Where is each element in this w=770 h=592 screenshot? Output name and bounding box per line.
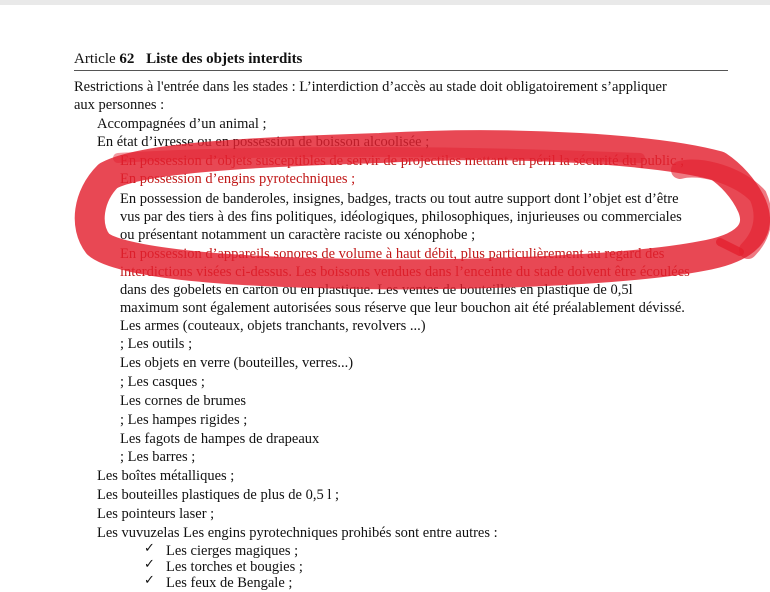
list-item: Les vuvuzelas Les engins pyrotechniques prohibés sont entre autres : bbox=[97, 525, 498, 541]
list-item: Les objets en verre (bouteilles, verres...) bbox=[120, 355, 354, 371]
list-item: ; Les barres ; bbox=[120, 449, 196, 465]
list-item: maximum sont également autorisées sous réserve que leur bouchon ait été préalablement dévissé. bbox=[120, 300, 685, 316]
list-item: ; Les hampes rigides ; bbox=[120, 412, 248, 428]
list-item: ; Les outils ; bbox=[120, 336, 193, 352]
list-item: Accompagnées d’un animal ; bbox=[97, 116, 267, 132]
sub-list-item: Les cierges magiques ; bbox=[166, 543, 299, 559]
list-item: Les fagots de hampes de drapeaux bbox=[120, 431, 320, 447]
checkmark-icon: ✓ bbox=[144, 573, 155, 588]
list-item: ; Les casques ; bbox=[120, 374, 205, 390]
article-label: Article bbox=[74, 51, 116, 67]
checkmark-icon: ✓ bbox=[144, 557, 155, 572]
list-item: En possession d’engins pyrotechniques ; bbox=[120, 171, 356, 187]
list-item: interdictions visées ci-dessus. Les boissons vendues dans l’enceinte du stade doivent être écoulées bbox=[120, 264, 690, 280]
list-item: En possession d’objets susceptibles de servir de projectiles mettant en péril la sécurité du public ; bbox=[120, 153, 685, 169]
intro-line: Restrictions à l'entrée dans les stades : L’interdiction d’accès au stade doit obligatoirement s’appliquer bbox=[74, 79, 667, 95]
sub-list-item: Les feux de Bengale ; bbox=[166, 575, 293, 591]
list-item: En état d’ivresse ou en possession de boisson alcoolisée ; bbox=[97, 134, 430, 150]
article-title: Liste des objets interdits bbox=[146, 51, 303, 67]
list-item: Les armes (couteaux, objets tranchants, revolvers ...) bbox=[120, 318, 426, 334]
list-item: ou présentant notamment un caractère raciste ou xénophobe ; bbox=[120, 227, 476, 243]
list-item: En possession d’appareils sonores de volume à haut débit, plus particulièrement au regard des bbox=[120, 246, 665, 262]
list-item: dans des gobelets en carton ou en plastique. Les ventes de bouteilles en plastique de 0,5l bbox=[120, 282, 633, 298]
list-item: Les boîtes métalliques ; bbox=[97, 468, 235, 484]
list-item: Les cornes de brumes bbox=[120, 393, 247, 409]
article-heading bbox=[74, 50, 728, 71]
sub-list-item: Les torches et bougies ; bbox=[166, 559, 303, 575]
list-item: Les bouteilles plastiques de plus de 0,5 l ; bbox=[97, 487, 340, 503]
checkmark-icon: ✓ bbox=[144, 541, 155, 556]
intro-line: aux personnes : bbox=[74, 97, 165, 113]
list-item: vus par des tiers à des fins politiques, idéologiques, philosophiques, injurieuses ou commerciales bbox=[120, 209, 682, 225]
list-item: Les pointeurs laser ; bbox=[97, 506, 215, 522]
article-number: 62 bbox=[119, 51, 135, 67]
list-item: En possession de banderoles, insignes, badges, tracts ou tout autre support dont l’objet est d’être bbox=[120, 191, 679, 207]
